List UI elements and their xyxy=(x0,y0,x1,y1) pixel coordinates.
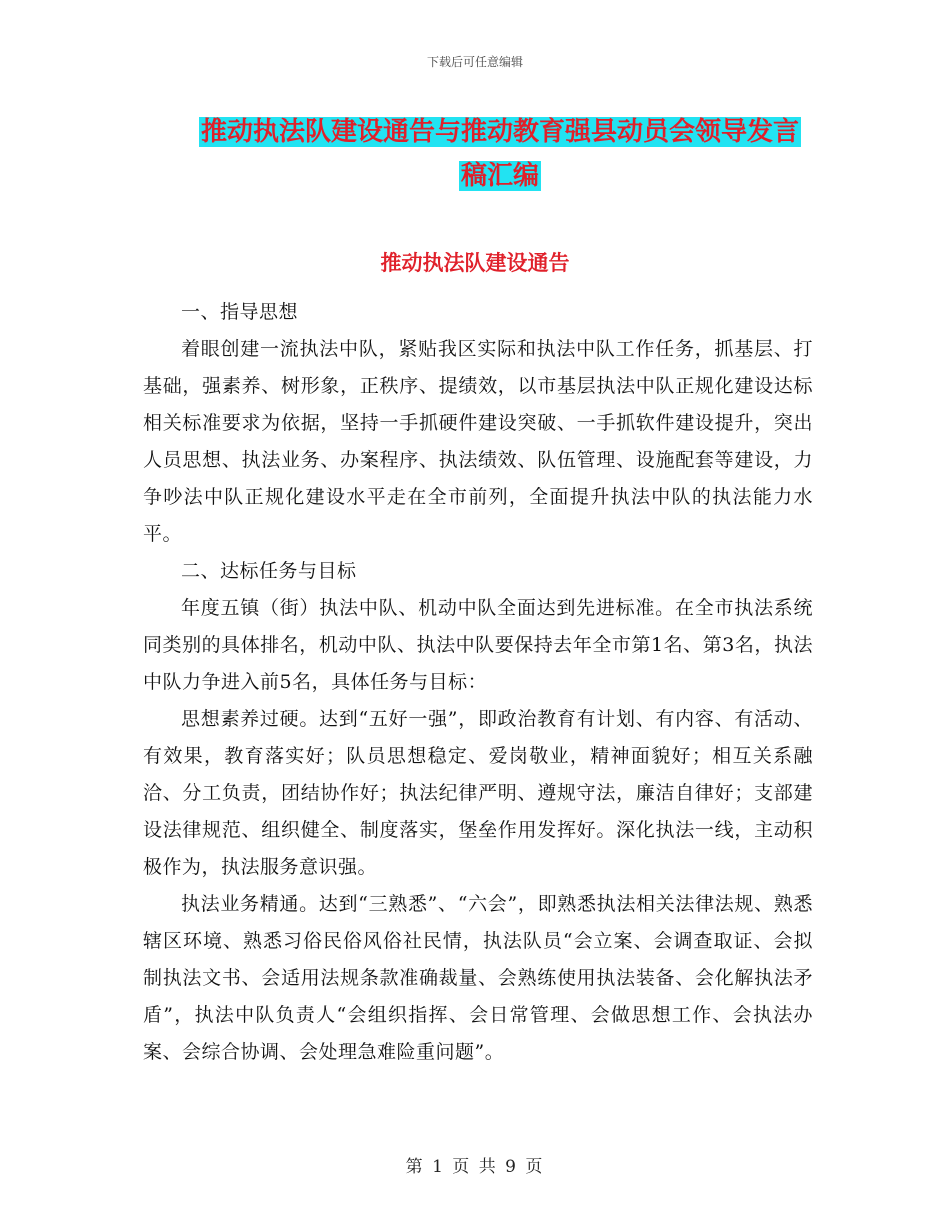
heading-guiding-ideology: 一、指导思想 xyxy=(181,301,299,323)
paragraph: 着眼创建一流执法中队，紧贴我区实际和执法中队工作任务，抓基层、打基础，强素养、树形象，正秩序、提绩效，以市基层执法中队正规化建设达标相关标准要求为依据，坚持一手抓硬件建设突破、一手抓软件建设提升，突出人员思想、执法业务、办案程序、执法绩效、队伍管理、设施配套等建设，力争吵法中队正规化建设水平走在全市前列，全面提升执法中队的执法能力水平。 xyxy=(143,338,813,545)
section-title: 推动执法队建设通告 xyxy=(380,250,570,275)
paragraph: 年度五镇（街）执法中队、机动中队全面达到先进标准。在全市执法系统同类别的具体排名，机动中队、执法中队要保持去年全市第1名、第3名，执法中队力争进入前5名，具体任务与目标： xyxy=(143,597,813,693)
paragraph: 执法业务精通。达到“三熟悉”、“六会”，即熟悉执法相关法律法规、熟悉辖区环境、熟悉习俗民俗风俗社民情，执法队员“会立案、会调查取证、会拟制执法文书、会适用法规条款准确裁量、会熟练使用执法装备、会化解执法矛盾”，执法中队负责人“会组织指挥、会日常管理、会做思想工作、会执法办案、会综合协调、会处理急难险重问题”。 xyxy=(143,893,813,1063)
header-note: 下载后可任意编辑 xyxy=(426,55,523,69)
page-number-footer: 第 1 页 共 9 页 xyxy=(405,1157,545,1177)
document-title-line2: 稿汇编 xyxy=(460,161,539,191)
document-title xyxy=(140,110,860,198)
paragraph: 思想素养过硬。达到“五好一强”，即政治教育有计划、有内容、有活动、有效果，教育落实好；队员思想稳定、爱岗敬业，精神面貌好；相互关系融洽、分工负责，团结协作好；执法纪律严明、遵规守法，廉洁自律好；支部建设法律规范、组织健全、制度落实，堡垒作用发挥好。深化执法一线，主动积极作为，执法服务意识强。 xyxy=(143,708,813,878)
heading-tasks-and-goals: 二、达标任务与目标 xyxy=(181,560,357,582)
document-body xyxy=(143,294,813,1071)
document-title-line1: 推动执法队建设通告与推动教育强县动员会领导发言 xyxy=(200,117,799,147)
